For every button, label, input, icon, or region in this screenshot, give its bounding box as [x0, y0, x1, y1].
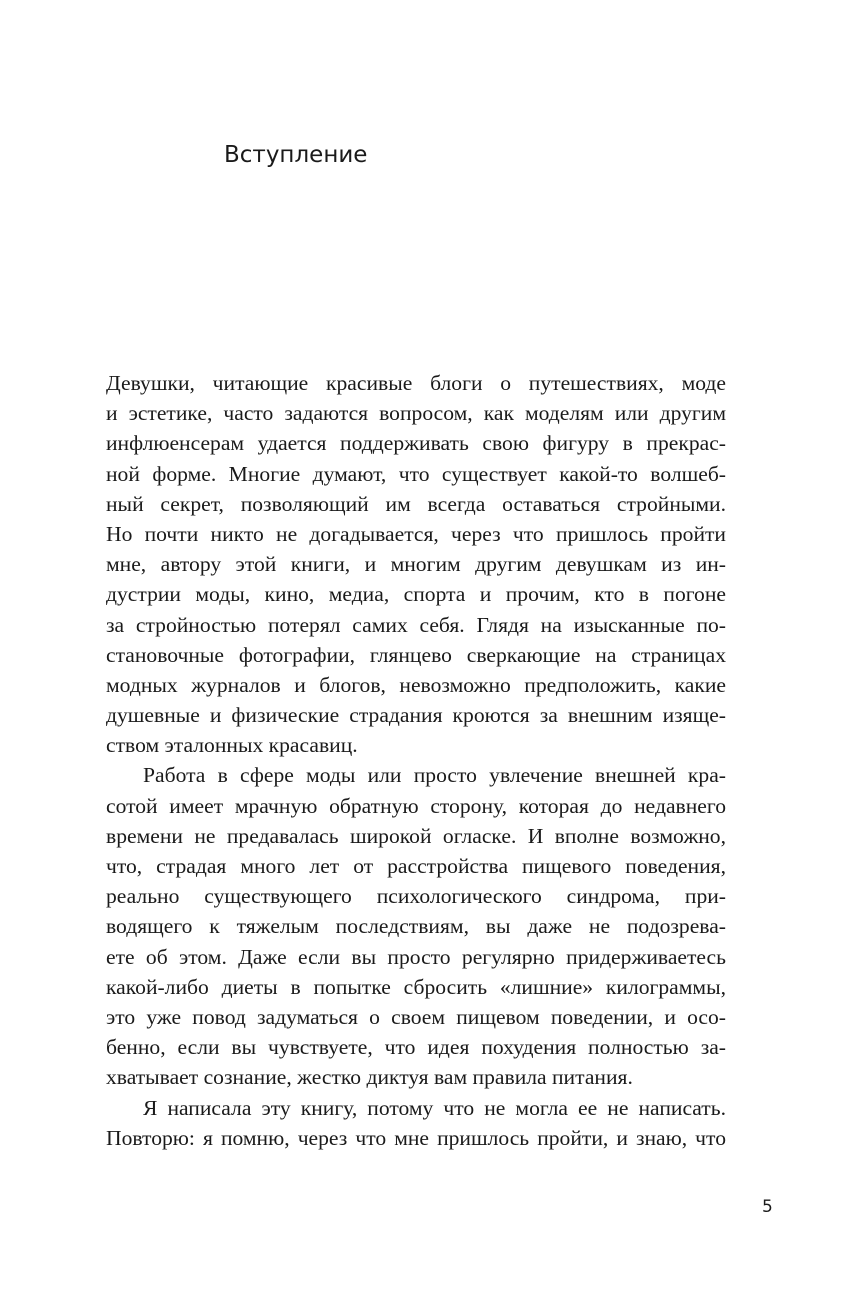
text-line: Но почти никто не догадывается, через что пришлось пройти [106, 521, 726, 546]
text-line: хватывает сознание, жестко диктуя вам правила питания. [106, 1065, 633, 1090]
text-line: ете об этом. Даже если вы просто регулярно придерживаетесь [106, 944, 726, 969]
text-line: какой-либо диеты в попытке сбросить «лишние» килограммы, [106, 974, 726, 999]
chapter-title: Вступление [224, 142, 368, 168]
text-line: и эстетике, часто задаются вопросом, как моделям или другим [106, 401, 726, 426]
text-line: дустрии моды, кино, медиа, спорта и прочим, кто в погоне [106, 582, 726, 607]
text-line: душевные и физические страдания кроются за внешним изящe- [106, 703, 726, 728]
text-line: мне, автору этой книги, и многим другим девушкам из ин- [106, 552, 726, 577]
page-number: 5 [762, 1197, 773, 1217]
text-line: становочные фотографии, глянцево сверкающие на страницах [106, 642, 726, 667]
text-line: реально существующего психологического синдрома, при- [106, 884, 726, 909]
paragraph-1 [106, 368, 726, 760]
text-line: что, страдая много лет от расстройства пищевого поведения, [106, 854, 726, 878]
text-line: инфлюенсерам удается поддерживать свою фигуру в прекрас- [106, 431, 726, 456]
text-line: водящего к тяжелым последствиям, вы даже не подозрева- [106, 914, 726, 939]
text-line: сотой имеет мрачную обратную сторону, которая до недавнего [106, 793, 726, 818]
text-line: ством эталонных красавиц. [106, 733, 358, 758]
text-line: модных журналов и блогов, невозможно предположить, какие [106, 672, 726, 697]
paragraph-3 [106, 1093, 726, 1153]
text-line: Девушки, читающие красивые блоги о путешествиях, моде [106, 371, 726, 395]
text-line: Работа в сфере моды или просто увлечение внешней кра- [143, 763, 726, 788]
text-line: ный секрет, позволяющий им всегда оставаться стройными. [106, 491, 726, 516]
text-line: это уже повод задуматься о своем пищевом поведении, и осо- [106, 1004, 726, 1029]
paragraph-2 [106, 760, 726, 1092]
text-line: за стройностью потерял самих себя. Глядя на изысканные по- [106, 612, 726, 637]
text-line: времени не предавалась широкой огласке. И вполне возможно, [106, 823, 726, 848]
text-line: Я написала эту книгу, потому что не могла ее не написать. [143, 1095, 726, 1120]
text-line: бенно, если вы чувствуете, что идея похудения полностью за- [106, 1035, 726, 1060]
chapter-body [106, 368, 726, 1153]
text-line: Повторю: я помню, через что мне пришлось пройти, и знаю, что [106, 1125, 726, 1150]
text-line: ной форме. Многие думают, что существует какой-то волшеб- [106, 461, 726, 486]
